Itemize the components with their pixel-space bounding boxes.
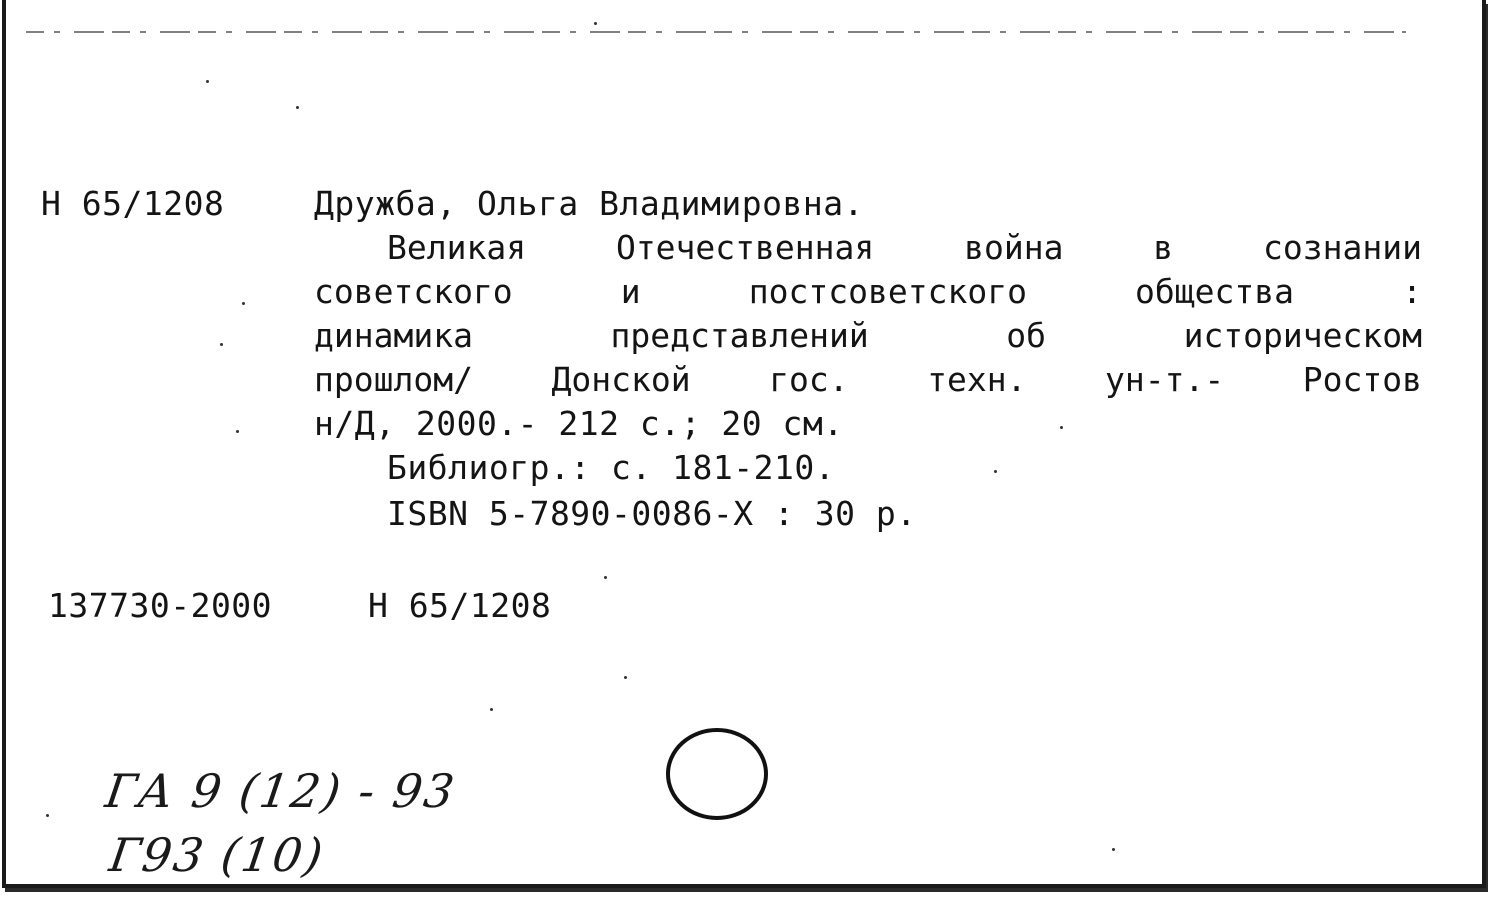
scan-speck: [1112, 848, 1115, 851]
scan-speck: [1060, 426, 1063, 429]
title-line-2: советского и постсоветского общества :: [314, 272, 1422, 311]
scan-speck: [624, 676, 627, 679]
handwritten-classification-1: ГА 9 (12) - 93: [102, 764, 460, 818]
title-line-3: динамика представлений об историческом: [314, 316, 1422, 355]
scan-speck: [604, 576, 607, 579]
scan-speck: [490, 708, 493, 711]
scan-speck: [46, 814, 49, 817]
call-number: Н 65/1208: [41, 184, 225, 223]
scan-artifact-line: [26, 30, 1406, 34]
inventory-call-number: Н 65/1208: [368, 586, 552, 625]
scan-speck: [220, 343, 223, 346]
punch-hole-circle: [662, 724, 772, 824]
author-heading: Дружба, Ольга Владимировна.: [314, 184, 864, 223]
isbn-price: ISBN 5-7890-0086-X : 30 р.: [387, 494, 917, 533]
scan-speck: [594, 22, 597, 25]
scan-speck: [206, 80, 209, 83]
scan-speck: [242, 302, 245, 305]
title-line-1: Великая Отечественная война в сознании: [387, 228, 1422, 267]
title-line-5: н/Д, 2000.- 212 с.; 20 см.: [314, 404, 844, 443]
catalog-card: [2, 0, 1486, 888]
scan-speck: [296, 106, 299, 109]
title-line-4: прошлом/ Донской гос. техн. ун-т.- Ростов: [314, 360, 1422, 399]
inventory-number: 137730-2000: [48, 586, 273, 625]
scan-speck: [994, 470, 997, 473]
bibliography-note: Библиогр.: с. 181-210.: [387, 448, 836, 487]
handwritten-classification-2: Г93 (10): [106, 828, 328, 882]
scan-speck: [236, 430, 239, 433]
